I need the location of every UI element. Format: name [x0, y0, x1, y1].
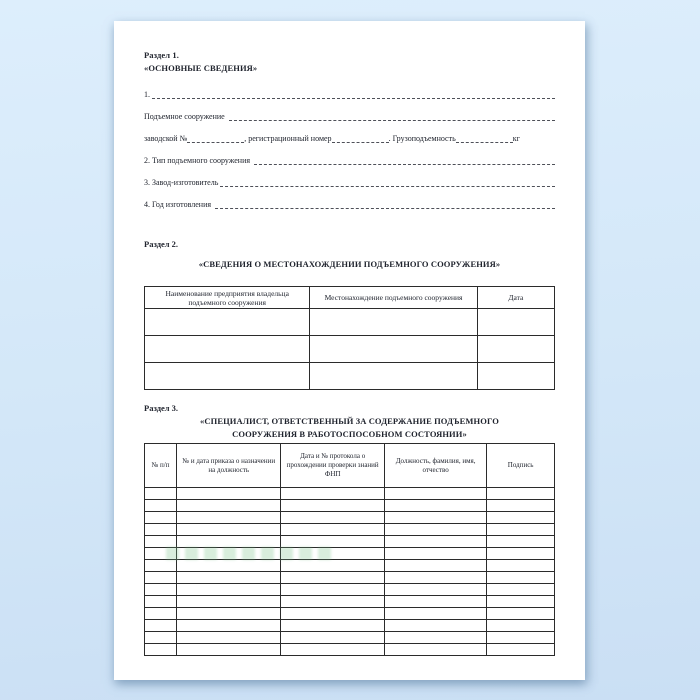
- table-row: [145, 309, 555, 336]
- table-row: [145, 644, 555, 656]
- table-cell: [487, 548, 555, 560]
- table-row: [145, 620, 555, 632]
- table-row: [145, 572, 555, 584]
- table-cell: [487, 488, 555, 500]
- table-cell: [384, 608, 486, 620]
- field-label: 3. Завод-изготовитель: [144, 178, 219, 187]
- field-label: . Грузоподъемность: [388, 134, 456, 143]
- field-line-year: [144, 188, 555, 210]
- table-cell: [487, 500, 555, 512]
- field-line-1: [144, 78, 555, 100]
- table-cell: [177, 632, 281, 644]
- table-cell: [145, 488, 177, 500]
- table-cell: [177, 488, 281, 500]
- table-cell: [477, 336, 554, 363]
- table-cell: [281, 584, 385, 596]
- table-cell: [384, 632, 486, 644]
- table-cell: [384, 512, 486, 524]
- table-row: [145, 336, 555, 363]
- blank-line: [220, 186, 555, 187]
- column-header: Наименование предприятия владельца подъемного сооружения: [145, 287, 310, 309]
- blank-line: [456, 142, 513, 143]
- table-cell: [281, 560, 385, 572]
- section2-title: «СВЕДЕНИЯ О МЕСТОНАХОЖДЕНИИ ПОДЪЕМНОГО СООРУЖЕНИЯ»: [198, 259, 501, 269]
- table-row: [145, 512, 555, 524]
- table-cell: [384, 584, 486, 596]
- table-cell: [145, 584, 177, 596]
- table-row: [145, 632, 555, 644]
- table-row: [145, 500, 555, 512]
- location-table: [144, 286, 555, 390]
- field-label: , регистрационный номер: [244, 134, 332, 143]
- table-cell: [310, 336, 477, 363]
- blank-line: [332, 142, 389, 143]
- table-cell: [487, 596, 555, 608]
- table-cell: [487, 572, 555, 584]
- table-cell: [487, 584, 555, 596]
- table-cell: [145, 336, 310, 363]
- table-cell: [177, 572, 281, 584]
- field-label: заводской №: [144, 134, 188, 143]
- table-cell: [177, 560, 281, 572]
- table-cell: [177, 524, 281, 536]
- blank-line: [152, 98, 555, 99]
- field-label: Подъемное сооружение: [144, 112, 227, 121]
- document-page: [114, 21, 585, 680]
- table-cell: [281, 608, 385, 620]
- section3-title-line1: «СПЕЦИАЛИСТ, ОТВЕТСТВЕННЫЙ ЗА СОДЕРЖАНИЕ ПОДЪЕМНОГО: [200, 416, 499, 426]
- table-row: [145, 548, 555, 560]
- table-cell: [487, 620, 555, 632]
- table-cell: [281, 512, 385, 524]
- table-cell: [384, 488, 486, 500]
- table-row: [145, 536, 555, 548]
- table-cell: [384, 596, 486, 608]
- specialist-table: [144, 443, 555, 656]
- table-cell: [145, 572, 177, 584]
- table-cell: [477, 363, 554, 390]
- table-cell: [384, 524, 486, 536]
- field-label: 1.: [144, 90, 150, 99]
- table-cell: [145, 548, 177, 560]
- table-cell: [145, 512, 177, 524]
- section3-title-line2: СООРУЖЕНИЯ В РАБОТОСПОСОБНОМ СОСТОЯНИИ»: [232, 429, 467, 439]
- section1-title: «ОСНОВНЫЕ СВЕДЕНИЯ»: [144, 63, 258, 73]
- table-row: [145, 584, 555, 596]
- field-label: 4. Год изготовления: [144, 200, 214, 209]
- blank-line: [254, 164, 555, 165]
- field-line-type: [144, 144, 555, 166]
- table-cell: [177, 548, 281, 560]
- table-row: [145, 608, 555, 620]
- table-cell: [384, 536, 486, 548]
- blank-line: [187, 142, 244, 143]
- section1-heading: [144, 49, 555, 75]
- blank-line: [215, 208, 555, 209]
- table-row: [145, 596, 555, 608]
- table-cell: [487, 632, 555, 644]
- table-cell: [145, 632, 177, 644]
- table-cell: [177, 596, 281, 608]
- table-cell: [487, 560, 555, 572]
- table-cell: [145, 500, 177, 512]
- table-cell: [281, 596, 385, 608]
- table-cell: [145, 608, 177, 620]
- table-cell: [145, 309, 310, 336]
- table-cell: [145, 536, 177, 548]
- table-cell: [145, 596, 177, 608]
- column-header: № п/п: [145, 444, 177, 488]
- table-cell: [487, 524, 555, 536]
- table-cell: [177, 500, 281, 512]
- section3-title: [144, 415, 555, 441]
- section1-label: Раздел 1.: [144, 50, 179, 60]
- column-header: Дата и № протокола о прохождении проверки знаний ФНП: [281, 444, 385, 488]
- column-header: Дата: [477, 287, 554, 309]
- table-cell: [177, 644, 281, 656]
- field-label: 2. Тип подъемного сооружения: [144, 156, 253, 165]
- table-cell: [145, 644, 177, 656]
- table-cell: [384, 548, 486, 560]
- field-line-lifting-structure: [144, 100, 555, 122]
- table-cell: [281, 500, 385, 512]
- table-cell: [487, 512, 555, 524]
- column-header: Местонахождение подъемного сооружения: [310, 287, 477, 309]
- table-cell: [177, 620, 281, 632]
- column-header: Подпись: [487, 444, 555, 488]
- section3-label: Раздел 3.: [144, 403, 179, 413]
- table-row: [145, 524, 555, 536]
- table-row: [145, 363, 555, 390]
- table-cell: [177, 584, 281, 596]
- table-header-row: [145, 287, 555, 309]
- section2-label: Раздел 2.: [144, 239, 179, 249]
- table-cell: [281, 488, 385, 500]
- table-cell: [281, 620, 385, 632]
- field-line-factory-number: [144, 122, 555, 144]
- column-header: Должность, фамилия, имя, отчество: [384, 444, 486, 488]
- table-cell: [487, 536, 555, 548]
- table-cell: [384, 500, 486, 512]
- table-cell: [487, 608, 555, 620]
- table-cell: [310, 309, 477, 336]
- table-cell: [281, 536, 385, 548]
- table-cell: [281, 632, 385, 644]
- table-row: [145, 560, 555, 572]
- table-cell: [384, 572, 486, 584]
- table-cell: [177, 512, 281, 524]
- table-row: [145, 488, 555, 500]
- blank-line: [229, 120, 555, 121]
- table-cell: [281, 548, 385, 560]
- table-cell: [177, 536, 281, 548]
- table-header-row: [145, 444, 555, 488]
- field-unit-label: кг: [512, 134, 520, 143]
- table-cell: [310, 363, 477, 390]
- table-cell: [384, 620, 486, 632]
- table-cell: [281, 644, 385, 656]
- table-cell: [477, 309, 554, 336]
- table-cell: [281, 572, 385, 584]
- table-cell: [177, 608, 281, 620]
- table-cell: [384, 560, 486, 572]
- table-cell: [281, 524, 385, 536]
- table-cell: [384, 644, 486, 656]
- table-cell: [145, 560, 177, 572]
- table-cell: [145, 363, 310, 390]
- table-cell: [145, 620, 177, 632]
- table-cell: [145, 524, 177, 536]
- field-line-manufacturer: [144, 166, 555, 188]
- table-cell: [487, 644, 555, 656]
- column-header: № и дата приказа о назначении на должность: [177, 444, 281, 488]
